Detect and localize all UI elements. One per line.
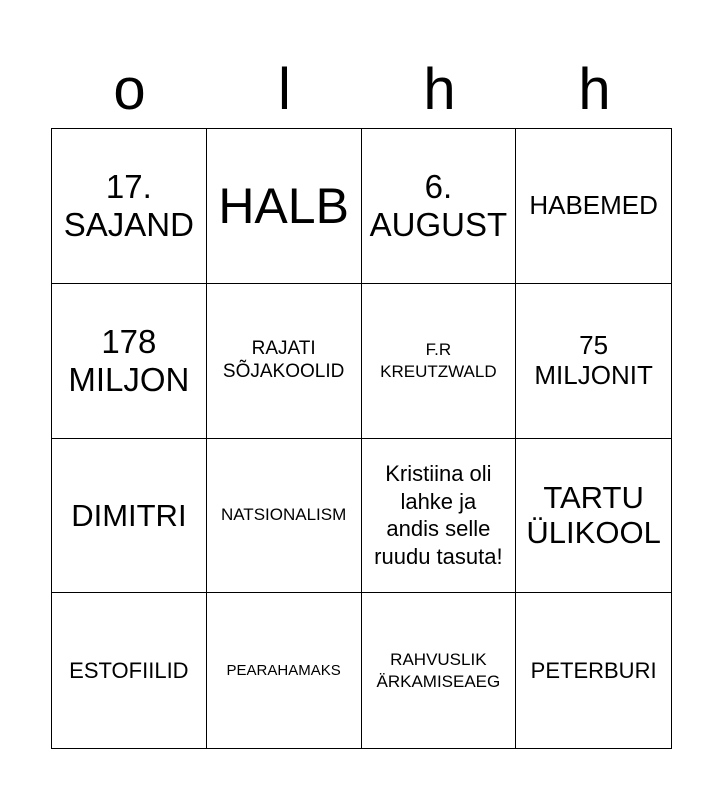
bingo-cell-text: RAHVUSLIK ÄRKAMISEAEG [376,649,501,691]
bingo-cell-text: NATSIONALISM [220,505,347,525]
header-letter-4: h [578,57,611,122]
bingo-cell-text: HALB [218,177,349,234]
bingo-cell-r3-c1[interactable] [52,439,207,594]
bingo-cell-text: TARTU ÜLIKOOL [526,479,661,551]
bingo-cell-r4-c2[interactable] [207,593,362,748]
bingo-cell-r1-c1[interactable] [52,129,207,284]
bingo-cell-text: Kristiina oli lahke ja andis selle ruudu tasuta! [374,461,503,569]
bingo-cell-r2-c1[interactable] [52,284,207,439]
bingo-cell-r2-c3[interactable] [362,284,517,439]
bingo-cell-r2-c4[interactable] [516,284,671,439]
bingo-cell-text: ESTOFIILID [69,657,189,683]
bingo-cell-text: PETERBURI [530,657,657,683]
bingo-cell-text: F.R KREUTZWALD [380,339,497,381]
header-letter-1: o [113,57,146,122]
bingo-cell-text: PEARAHAMAKS [226,661,341,679]
bingo-cell-r4-c1[interactable] [52,593,207,748]
bingo-cell-r3-c2[interactable] [207,439,362,594]
bingo-cell-r4-c3[interactable] [362,593,517,748]
bingo-header [52,52,672,128]
bingo-cell-text: DIMITRI [71,497,187,533]
bingo-cell-r1-c4[interactable] [516,129,671,284]
bingo-cell-text: HABEMED [529,189,658,220]
bingo-cell-r4-c4[interactable] [516,593,671,748]
header-letter-3: h [423,57,456,122]
bingo-cell-text: 75 MILJONIT [534,329,653,390]
bingo-cell-text: 17. SAJAND [63,167,194,243]
bingo-cell-r2-c2[interactable] [207,284,362,439]
bingo-cell-text: 6. AUGUST [369,167,508,243]
bingo-cell-r3-c3[interactable] [362,439,517,594]
bingo-cell-r1-c3[interactable] [362,129,517,284]
bingo-cell-r1-c2[interactable] [207,129,362,284]
bingo-board [51,128,672,749]
bingo-cell-text: RAJATI SÕJAKOOLID [222,337,345,382]
bingo-cell-r3-c4[interactable] [516,439,671,594]
header-letter-2: l [278,57,291,122]
bingo-cell-text: 178 MILJON [68,322,190,398]
